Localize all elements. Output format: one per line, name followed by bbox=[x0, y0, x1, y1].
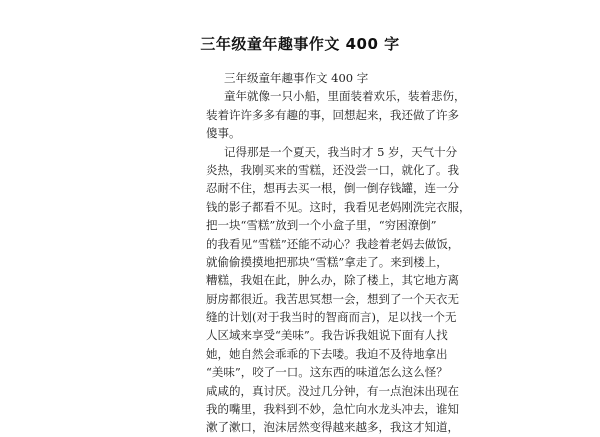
essay-line: 我的嘴里，我料到不妙，急忙向水龙头冲去，谁知 bbox=[206, 402, 459, 417]
essay-line: 忍耐不住，想再去买一根，倒一倒存钱罐，连一分 bbox=[206, 181, 459, 196]
essay-line: 糟糕，我姐在此，肿么办，除了楼上，其它地方离 bbox=[206, 273, 459, 288]
essay-line: 傻事。 bbox=[206, 126, 241, 141]
essay-line: 三年级童年趣事作文 400 字 bbox=[224, 71, 369, 85]
essay-line: 厨房都很近。我苦思冥想一会，想到了一个天衣无 bbox=[206, 291, 459, 306]
essay-line: 童年就像一只小船，里面装着欢乐，装着悲伤， bbox=[224, 89, 466, 104]
essay-line: 的我看见“雪糕”还能不动心？我趁着老妈去做饭， bbox=[206, 236, 460, 251]
essay-line: “美味”，咬了一口。这东西的味道怎么这么怪？ bbox=[206, 365, 448, 380]
page-title: 三年级童年趣事作文 400 字 bbox=[200, 35, 400, 53]
essay-line: 钱的影子都看不见。这时，我看见老妈刚洗完衣服， bbox=[206, 199, 471, 214]
essay-line: 缝的计划(对于我当时的智商而言)，足以找一个无 bbox=[206, 310, 457, 325]
essay-line: 把一块“雪糕”放到一个小盒子里，“穷困潦倒” bbox=[206, 218, 437, 233]
essay-body bbox=[206, 69, 471, 437]
essay-line: 咸咸的，真讨厌。没过几分钟，有一点泡沫出现在 bbox=[206, 383, 459, 398]
essay-line: 就偷偷摸摸地把那块“雪糕”拿走了。来到楼上， bbox=[206, 254, 448, 269]
essay-line: 记得那是一个夏天，我当时才 5 岁，天气十分 bbox=[224, 144, 458, 159]
essay-line: 炎热，我刚买来的雪糕，还没尝一口，就化了。我 bbox=[206, 162, 459, 177]
essay-line: 人区域来享受“美味”。我告诉我姐说下面有人找 bbox=[206, 328, 448, 343]
essay-line: 装着许许多多有趣的事，回想起来，我还做了许多 bbox=[206, 107, 459, 122]
essay-line: 她，她自然会乖乖的下去喽。我迫不及待地拿出 bbox=[206, 346, 448, 361]
essay-line: 漱了漱口，泡沫居然变得越来越多，我这才知道， bbox=[206, 420, 459, 435]
